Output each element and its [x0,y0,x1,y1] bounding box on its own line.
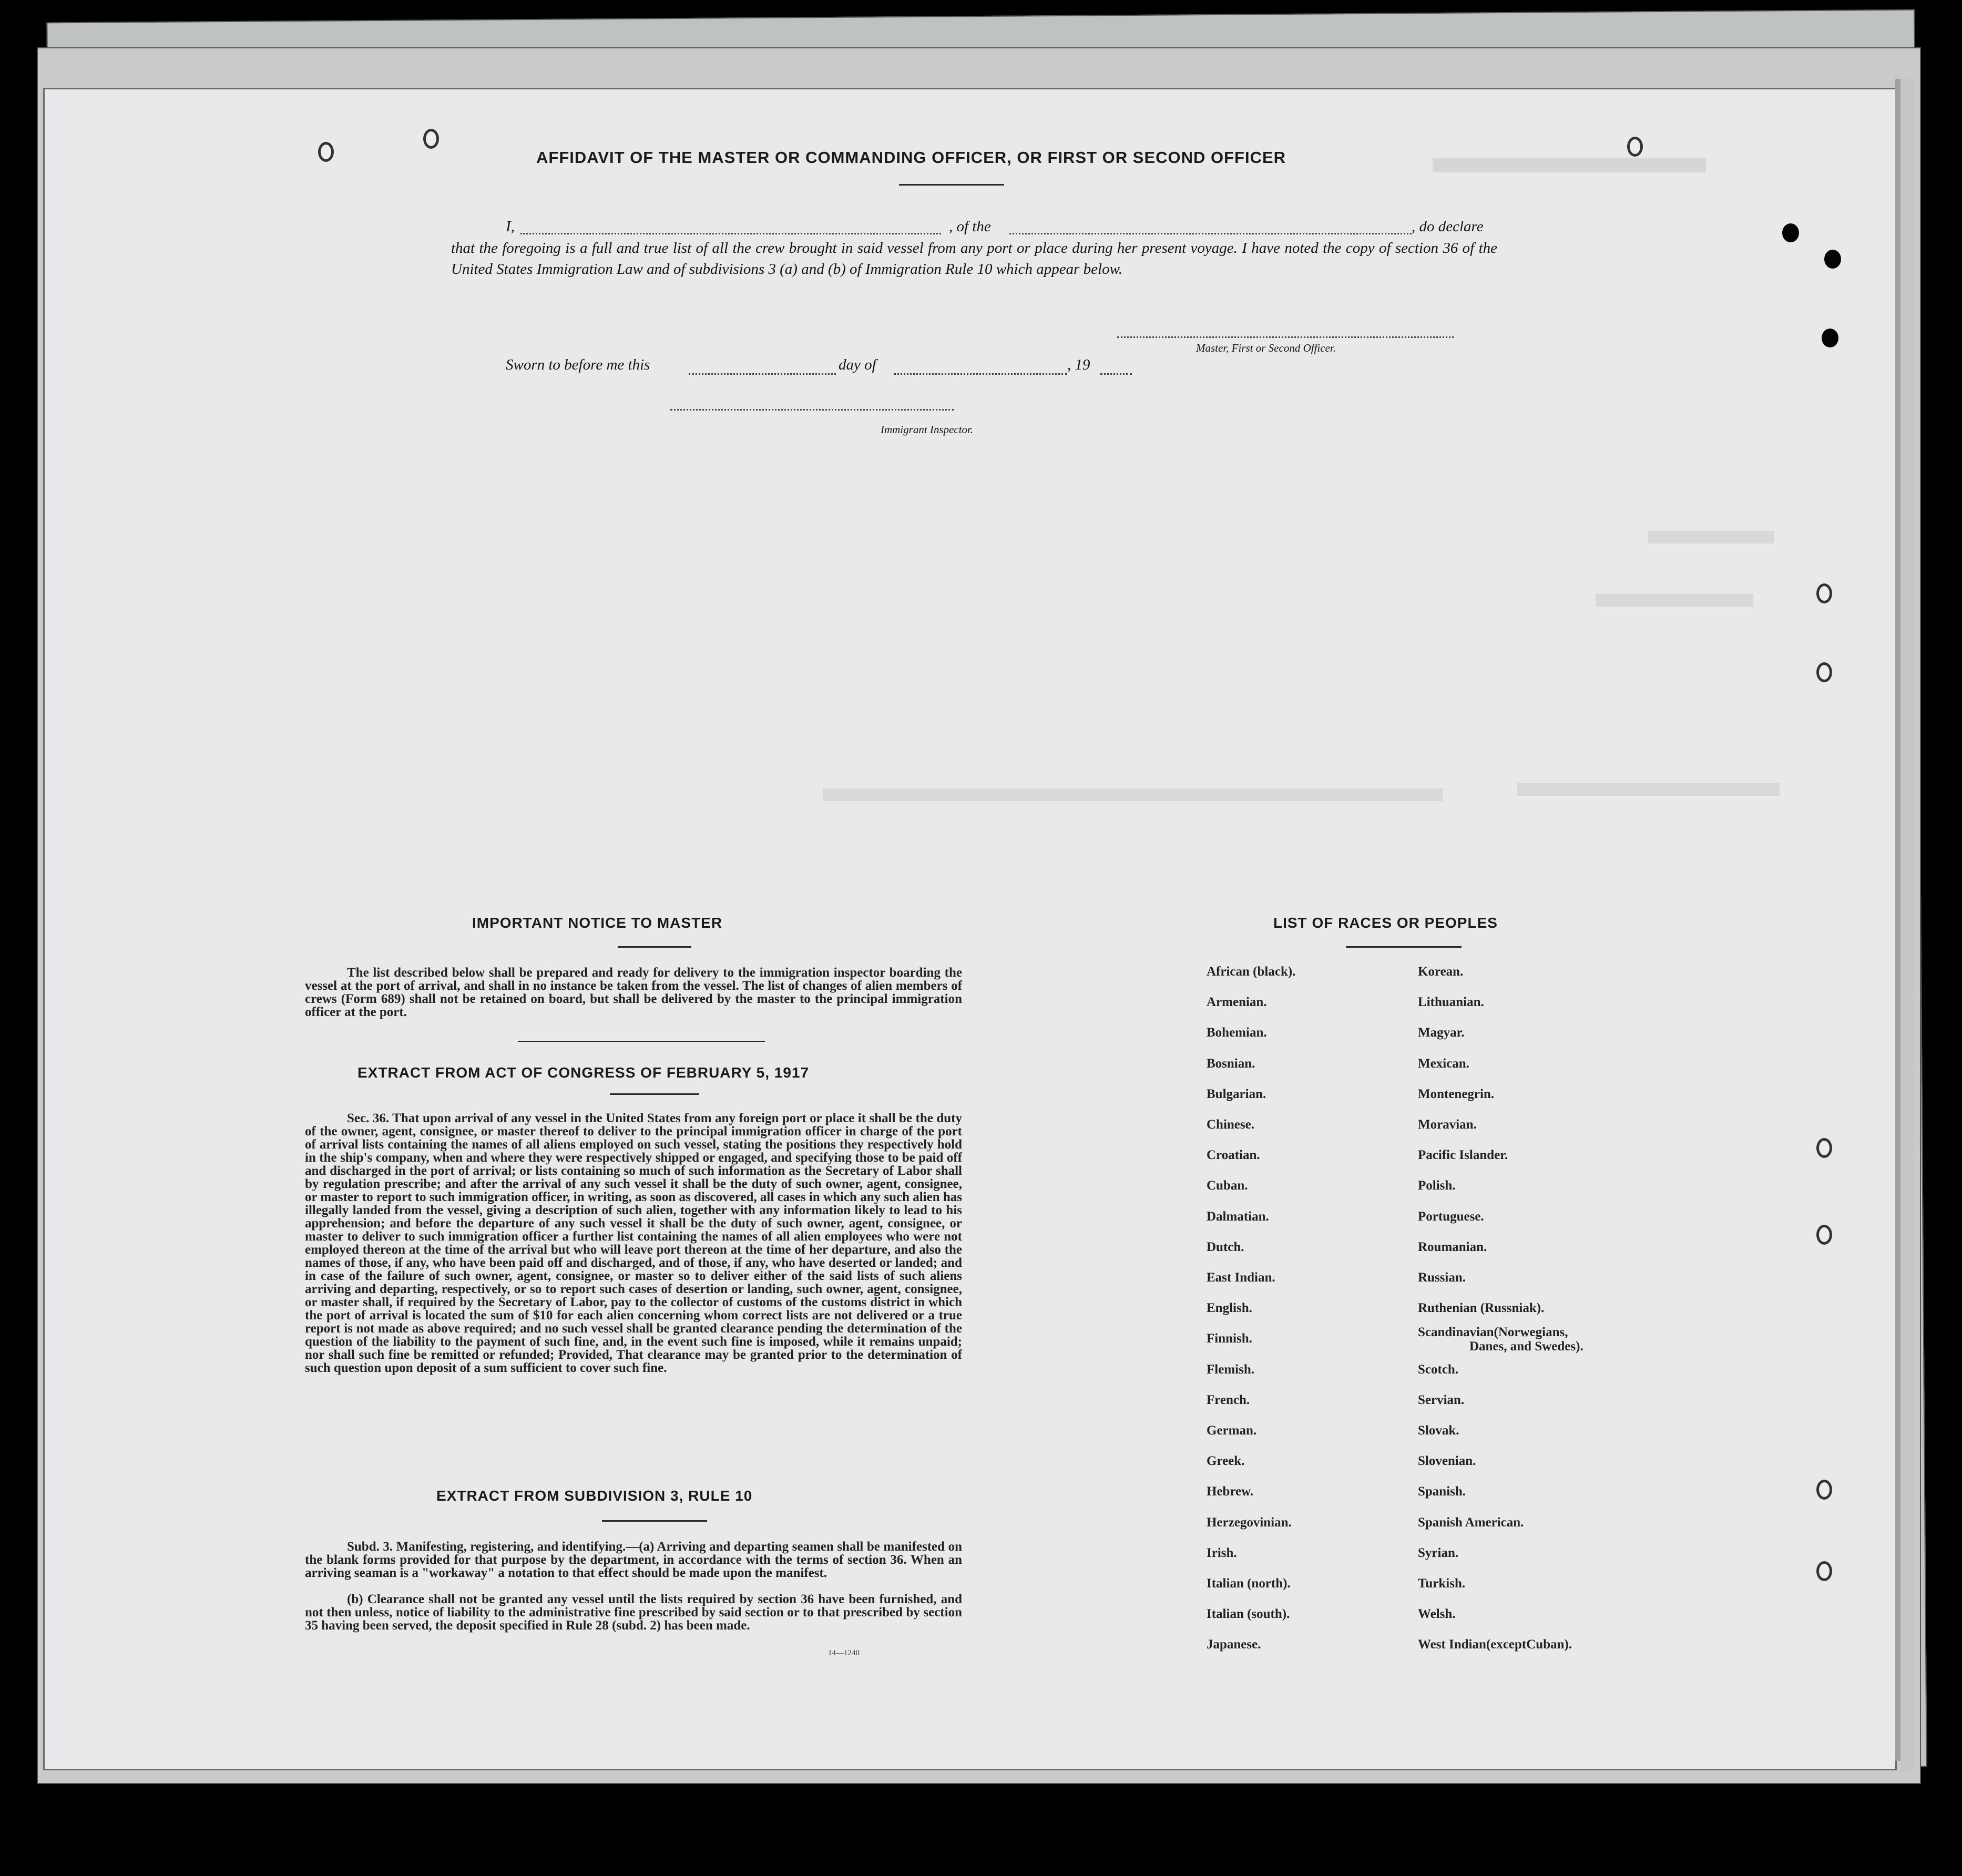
punch-hole [1816,1561,1832,1581]
officer-signature-field[interactable] [1117,336,1454,338]
notice-title: IMPORTANT NOTICE TO MASTER [472,915,723,931]
race-item: Croatian. [1207,1148,1260,1163]
race-item: Lithuanian. [1418,995,1484,1010]
title-rule [602,1520,707,1522]
rule-extract-title: EXTRACT FROM SUBDIVISION 3, RULE 10 [436,1488,753,1504]
race-item: Bulgarian. [1207,1086,1266,1101]
race-item: Hebrew. [1207,1484,1254,1499]
race-item: Flemish. [1207,1362,1254,1377]
affidavit-title: AFFIDAVIT OF THE MASTER OR COMMANDING OFFICER, OR FIRST OR SECOND OFFICER [536,148,1286,167]
punch-hole [1816,1138,1832,1158]
race-item: Portuguese. [1418,1209,1484,1224]
race-item: Finnish. [1207,1331,1252,1346]
rule-extract-para-a: Subd. 3. Manifesting, registering, and identifying.—(a) Arriving and departing seamen shall be manifested on the blank forms provided for that purpose by the department, in accordance with the terms of section 36. When an arriving seaman is a "workaway" a notation to that effect should be made upon the manifest. [305,1540,962,1580]
race-item: Dalmatian. [1207,1209,1269,1224]
race-item: Montenegrin. [1418,1086,1495,1101]
act-extract-body: Sec. 36. That upon arrival of any vessel in the United States from any foreign port or place it shall be the duty of the owner, agent, consignee, or master thereof to deliver to the principal immigration officer in charge of the port of arrival lists containing the names of all aliens employed on such vessel, stating the positions they respectively hold in the ship's company, when and where they were respectively shipped or engaged, and specifying those to be paid off and discharged in the port of arrival; or lists containing so much of such information as the Secretary of Labor shall by regulation prescribe; and after the arrival of any such vessel it shall be the duty of such owner, agent, consignee, or master to report to such immigration officer, in writing, as soon as discovered, all cases in which any such alien has illegally landed from the vessel, giving a description of such alien, together with any information likely to lead to his apprehension; and before the departure of any such vessel it shall be the duty of such owner, agent, consignee, or master to deliver to such immigration officer a further list containing the names of all alien employees who were not employed thereon at the time of the arrival but who will leave port thereon at the time of her departure, and also the names of those, if any, who have been paid off and discharged, and of those, if any, who have deserted or landed; and in case of the failure of such owner, agent, consignee, or master so to deliver either of the said lists of such aliens arriving and departing, respectively, or so to report such cases of desertion or landing, such owner, agent, consignee, or master shall, if required by the Secretary of Labor, pay to the collector of customs of the customs district in which the port of arrival is located the sum of $10 for each alien concerning whom correct lists are not delivered or a true report is not made as above required; and no such vessel shall be granted clearance pending the determination of the question of the liability to the payment of such fine, and, in the event such fine is imposed, while it remains unpaid; nor shall such fine be remitted or refunded; Provided, That clearance may be granted prior to the determination of such question upon deposit of a sum sufficient to cover such fine. [305,1111,962,1375]
race-item: Slovenian. [1418,1454,1476,1469]
race-item: German. [1207,1423,1257,1438]
form-sheet [45,89,1895,1769]
race-item: Syrian. [1418,1545,1459,1560]
race-item: Mexican. [1418,1056,1469,1071]
race-item: Polish. [1418,1178,1456,1193]
sworn-year-field[interactable] [1100,373,1132,375]
race-item-continuation: Danes, and Swedes). [1469,1339,1583,1354]
binder-hole [1824,250,1841,269]
bleed-through-mark [1517,783,1780,796]
title-rule [610,1093,699,1095]
bleed-through-mark [823,788,1443,801]
race-item: Italian (north). [1207,1576,1291,1591]
rule-extract-para-b: (b) Clearance shall not be granted any vessel until the lists required by section 36 have been furnished, and not then unless, notice of liability to the administrative fine prescribed by said section or to that prescribed by section 35 having been served, the deposit specified in Rule 28 (subd. 2) has been made. [305,1592,962,1633]
punch-hole [318,142,334,162]
race-item: Welsh. [1418,1607,1456,1622]
race-item: French. [1207,1392,1250,1407]
bleed-through-mark [1596,594,1753,607]
race-item: African (black). [1207,965,1296,979]
form-number: 14—1240 [828,1649,860,1657]
day-of-label: day of [839,356,876,373]
race-item: Servian. [1418,1392,1465,1407]
race-item: Scotch. [1418,1362,1459,1377]
title-rule [899,184,1004,186]
binder-hole [1782,223,1799,242]
race-item: Greek. [1207,1454,1245,1469]
punch-hole [1816,1480,1832,1500]
sworn-label: Sworn to before me this [506,356,650,373]
race-item: Spanish American. [1418,1515,1524,1530]
title-rule [1346,946,1462,948]
race-item: English. [1207,1301,1252,1316]
punch-hole [423,129,439,149]
act-extract-title: EXTRACT FROM ACT OF CONGRESS OF FEBRUARY 5, 1917 [357,1064,810,1081]
race-item: Moravian. [1418,1118,1477,1132]
inspector-caption: Immigrant Inspector. [881,423,974,436]
punch-hole [1816,583,1832,603]
notice-body: The list described below shall be prepared and ready for delivery to the immigration inspector boarding the vessel at the port of arrival, and shall in no instance be taken from the vessel. The list of changes of alien members of crews (Form 689) shall not be retained on board, but shall be delivered by the master to the principal immigration officer at the port. [305,966,962,1019]
title-rule [618,946,691,948]
punch-hole [1816,1225,1832,1245]
punch-hole [1627,137,1643,157]
race-item: Cuban. [1207,1178,1248,1193]
race-item: Italian (south). [1207,1607,1290,1622]
race-item: Bohemian. [1207,1026,1267,1040]
punch-hole [1816,662,1832,682]
race-item: Pacific Islander. [1418,1148,1508,1163]
section-divider [518,1041,765,1042]
affidavit-of-the-label: , of the [949,218,991,235]
officer-caption: Master, First or Second Officer. [1196,342,1336,354]
year-label: , 19 [1067,356,1090,373]
race-item: Chinese. [1207,1118,1254,1132]
binder-hole [1822,329,1838,347]
race-item: Ruthenian (Russniak). [1418,1301,1545,1316]
race-item: Dutch. [1207,1239,1244,1254]
race-item: Armenian. [1207,995,1267,1010]
race-item: Korean. [1418,965,1464,979]
race-item: Japanese. [1207,1637,1261,1652]
race-item: East Indian. [1207,1270,1275,1285]
race-item: Slovak. [1418,1423,1459,1438]
race-item: Turkish. [1418,1576,1466,1591]
sworn-day-field[interactable] [689,373,836,375]
stack-edge [1895,79,1900,1761]
race-item: Bosnian. [1207,1056,1255,1071]
race-item: West Indian(exceptCuban). [1418,1637,1572,1652]
race-item: Spanish. [1418,1484,1466,1499]
race-item: Irish. [1207,1545,1237,1560]
race-item: Herzegovinian. [1207,1515,1292,1530]
races-title: LIST OF RACES OR PEOPLES [1273,915,1498,931]
race-item: Roumanian. [1418,1239,1487,1254]
race-item: Scandinavian(Norwegians, [1418,1325,1568,1340]
bleed-through-mark [1648,531,1774,544]
race-item: Magyar. [1418,1026,1465,1040]
stack-edge [1900,79,1914,1771]
sworn-month-field[interactable] [894,373,1067,375]
race-item: Russian. [1418,1270,1466,1285]
inspector-signature-field[interactable] [670,409,954,411]
affidavit-declare-label: , do declare [1412,218,1484,235]
vessel-name-field[interactable] [1009,233,1412,234]
bleed-through-mark [1433,158,1706,172]
affidavit-body: that the foregoing is a full and true list of all the crew brought in said vessel from any port or place during her present voyage. I have noted the copy of section 36 of the United States Immigration Law and of subdivisions 3 (a) and (b) of Immigration Rule 10 which appear below. [451,240,1497,278]
master-name-field[interactable] [520,233,941,234]
affidavit-i-label: I, [506,218,515,235]
